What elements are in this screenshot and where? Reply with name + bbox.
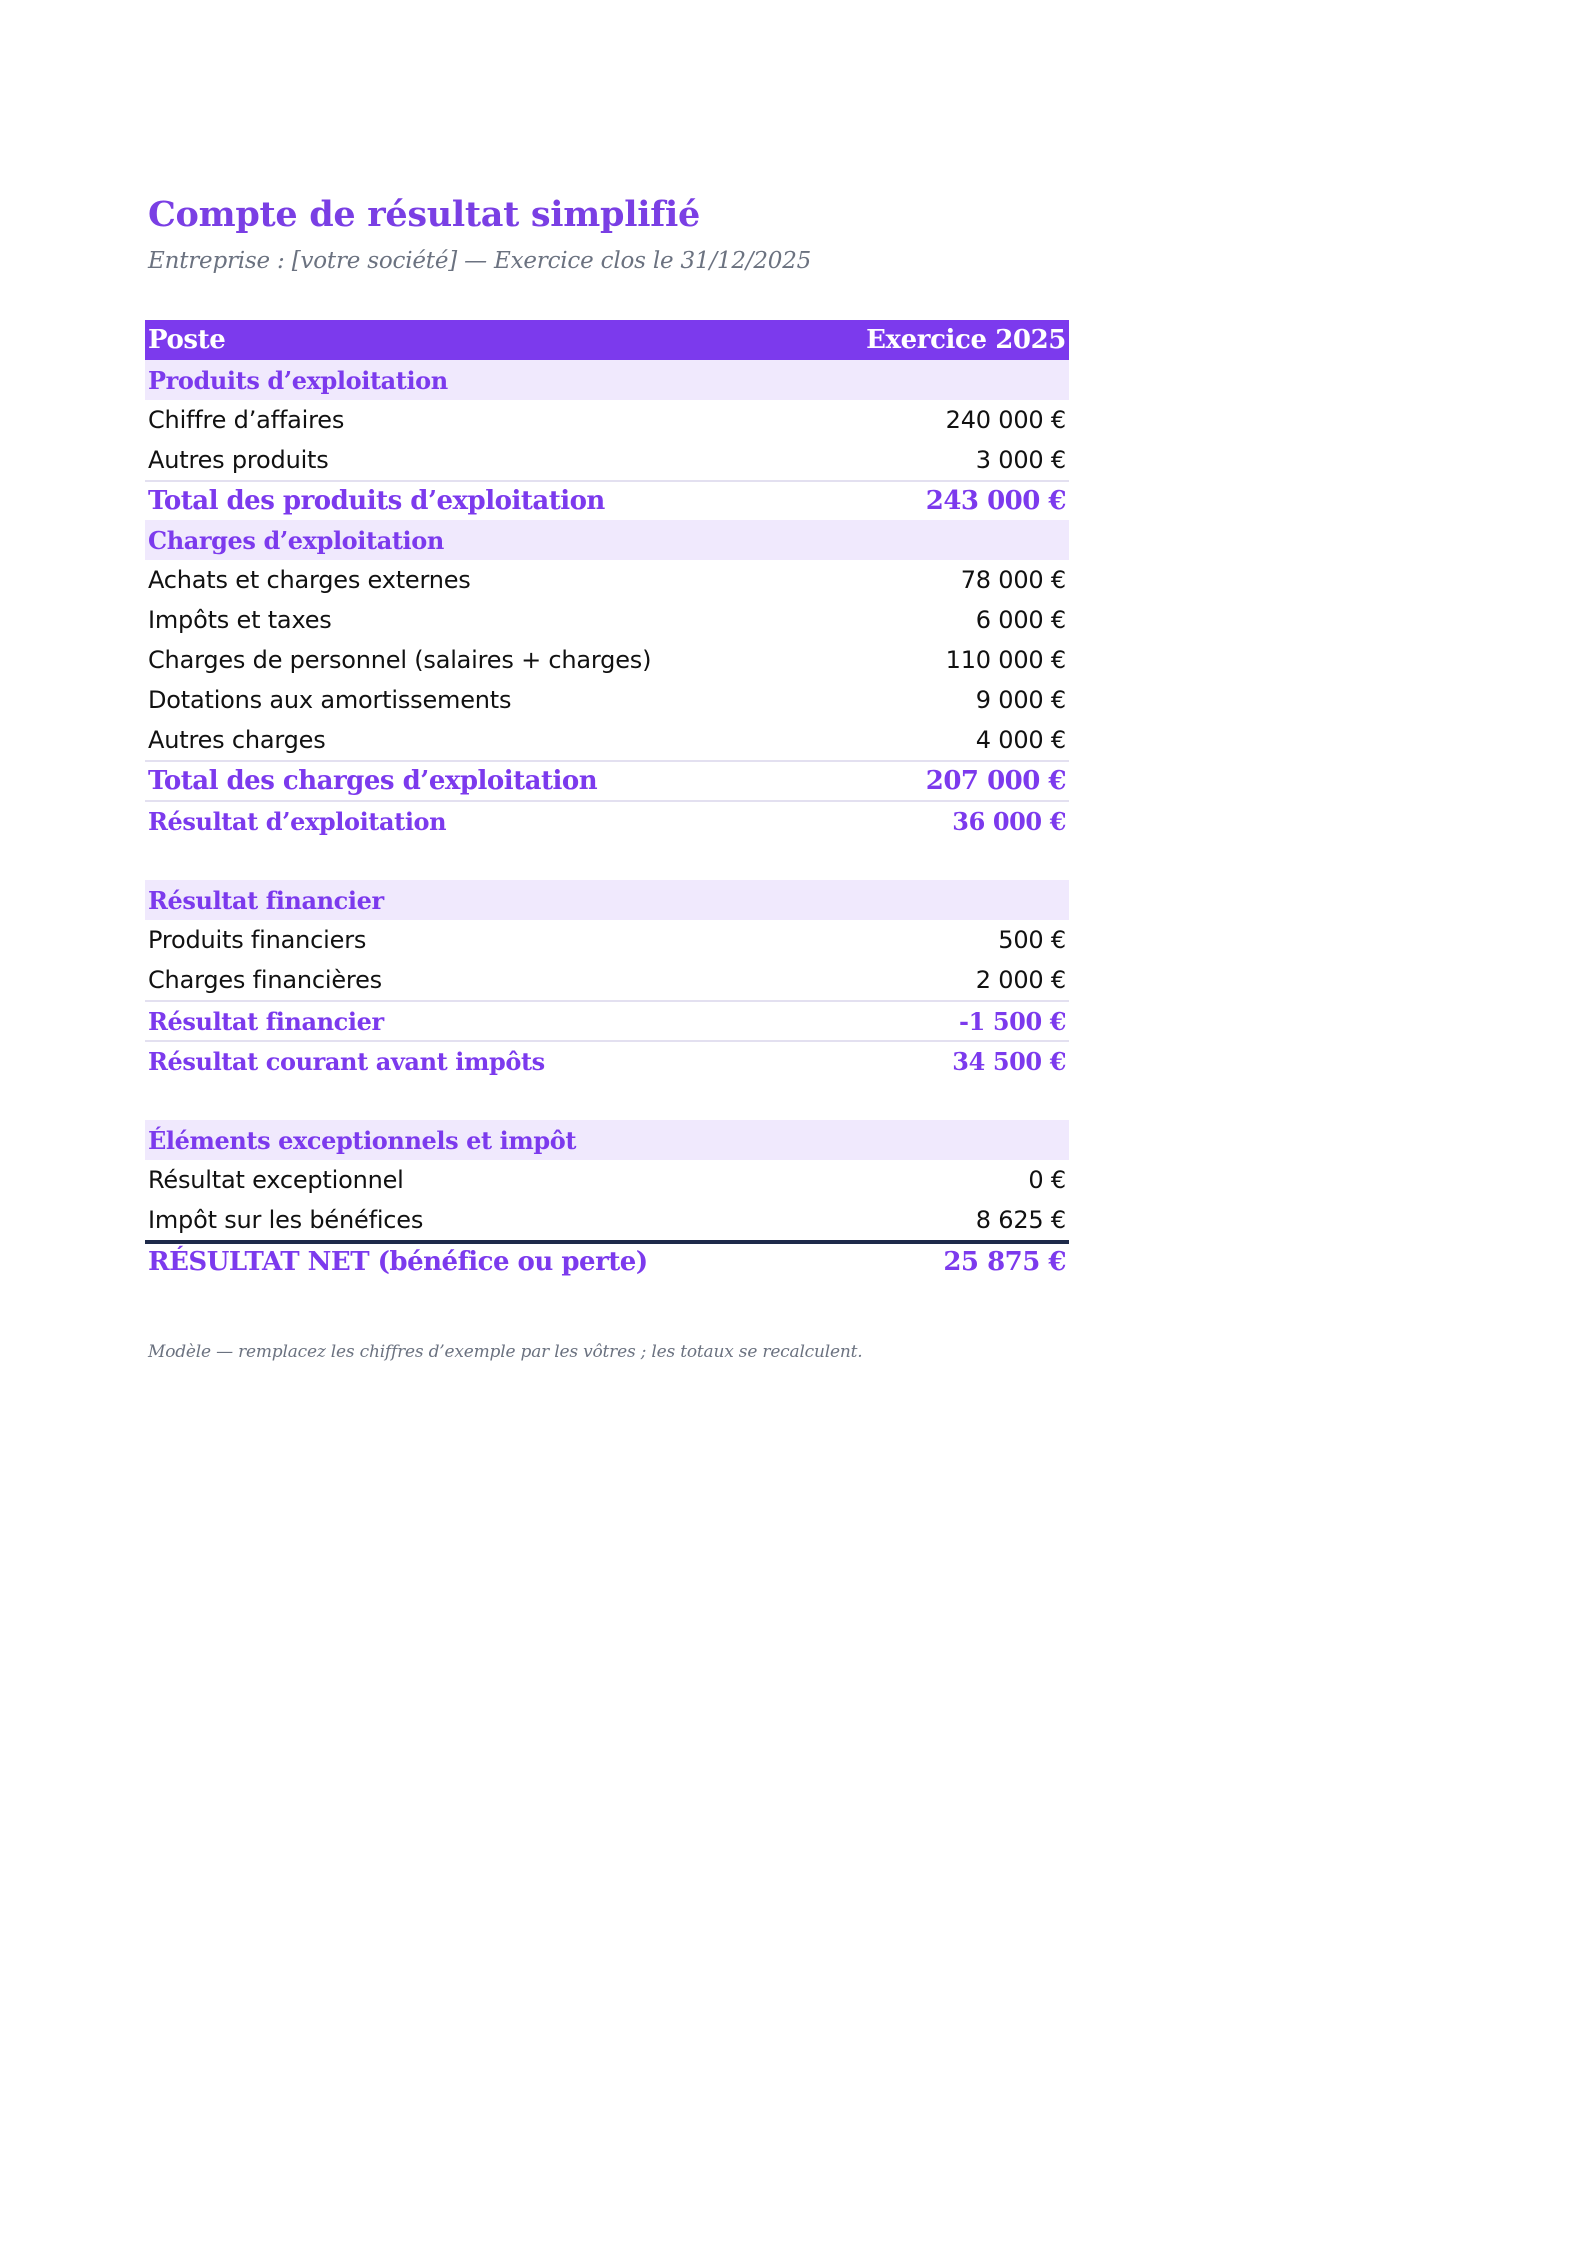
table-row	[145, 680, 1069, 720]
row-value: 110 000 €	[945, 646, 1066, 674]
table-row	[145, 1200, 1069, 1240]
section-label: Résultat financier	[148, 885, 384, 915]
section-row-produits	[145, 360, 1069, 400]
row-value: 9 000 €	[975, 686, 1066, 714]
footnote: Modèle — remplacez les chiffres d’exemple par les vôtres ; les totaux se recalculent.	[148, 1342, 863, 1362]
row-value: 2 000 €	[975, 966, 1066, 994]
table-row	[145, 920, 1069, 960]
table-row	[145, 720, 1069, 760]
row-label: Impôts et taxes	[148, 606, 332, 634]
row-value: 240 000 €	[945, 406, 1066, 434]
table-row	[145, 440, 1069, 480]
total-value: 207 000 €	[925, 766, 1066, 796]
row-label: Charges de personnel (salaires + charges)	[148, 646, 652, 674]
total-label: Total des produits d’exploitation	[148, 486, 605, 516]
spacer	[145, 1080, 1069, 1120]
column-header-exercice: Exercice 2025	[866, 325, 1066, 355]
row-label: Charges financières	[148, 966, 382, 994]
section-row-financier	[145, 880, 1069, 920]
net-result-row	[145, 1240, 1069, 1280]
result-label: Résultat d’exploitation	[148, 806, 447, 836]
income-statement-table	[145, 320, 1069, 1280]
section-label: Éléments exceptionnels et impôt	[148, 1125, 577, 1155]
result-label: Résultat financier	[148, 1006, 384, 1036]
row-value: 8 625 €	[975, 1206, 1066, 1234]
row-value: 500 €	[998, 926, 1066, 954]
row-label: Autres charges	[148, 726, 326, 754]
total-label: Total des charges d’exploitation	[148, 766, 598, 796]
result-value: 34 500 €	[952, 1046, 1066, 1076]
row-label: Chiffre d’affaires	[148, 406, 345, 434]
table-row	[145, 640, 1069, 680]
row-label: Impôt sur les bénéfices	[148, 1206, 424, 1234]
row-label: Autres produits	[148, 446, 329, 474]
section-label: Charges d’exploitation	[148, 525, 444, 555]
row-label: Achats et charges externes	[148, 566, 471, 594]
net-result-label: RÉSULTAT NET (bénéfice ou perte)	[148, 1247, 648, 1277]
table-header-row	[145, 320, 1069, 360]
page-subtitle: Entreprise : [votre société] — Exercice clos le 31/12/2025	[148, 248, 812, 274]
row-value: 4 000 €	[975, 726, 1066, 754]
result-row-courant	[145, 1040, 1069, 1080]
row-value: 3 000 €	[975, 446, 1066, 474]
row-label: Résultat exceptionnel	[148, 1166, 404, 1194]
section-row-charges	[145, 520, 1069, 560]
table-row	[145, 400, 1069, 440]
page-title: Compte de résultat simplifié	[148, 194, 700, 235]
total-row-produits	[145, 480, 1069, 520]
row-value: 6 000 €	[975, 606, 1066, 634]
result-row-financier	[145, 1000, 1069, 1040]
table-row	[145, 600, 1069, 640]
result-label: Résultat courant avant impôts	[148, 1046, 545, 1076]
row-label: Produits financiers	[148, 926, 367, 954]
result-value: -1 500 €	[959, 1006, 1066, 1036]
row-value: 78 000 €	[960, 566, 1066, 594]
spacer	[145, 840, 1069, 880]
section-label: Produits d’exploitation	[148, 365, 448, 395]
result-value: 36 000 €	[952, 806, 1066, 836]
column-header-poste: Poste	[148, 325, 226, 355]
table-row	[145, 560, 1069, 600]
row-value: 0 €	[1028, 1166, 1066, 1194]
net-result-value: 25 875 €	[943, 1247, 1066, 1277]
section-row-exceptionnel	[145, 1120, 1069, 1160]
total-row-charges	[145, 760, 1069, 800]
table-row	[145, 1160, 1069, 1200]
result-row-exploitation	[145, 800, 1069, 840]
table-row	[145, 960, 1069, 1000]
total-value: 243 000 €	[925, 486, 1066, 516]
row-label: Dotations aux amortissements	[148, 686, 512, 714]
